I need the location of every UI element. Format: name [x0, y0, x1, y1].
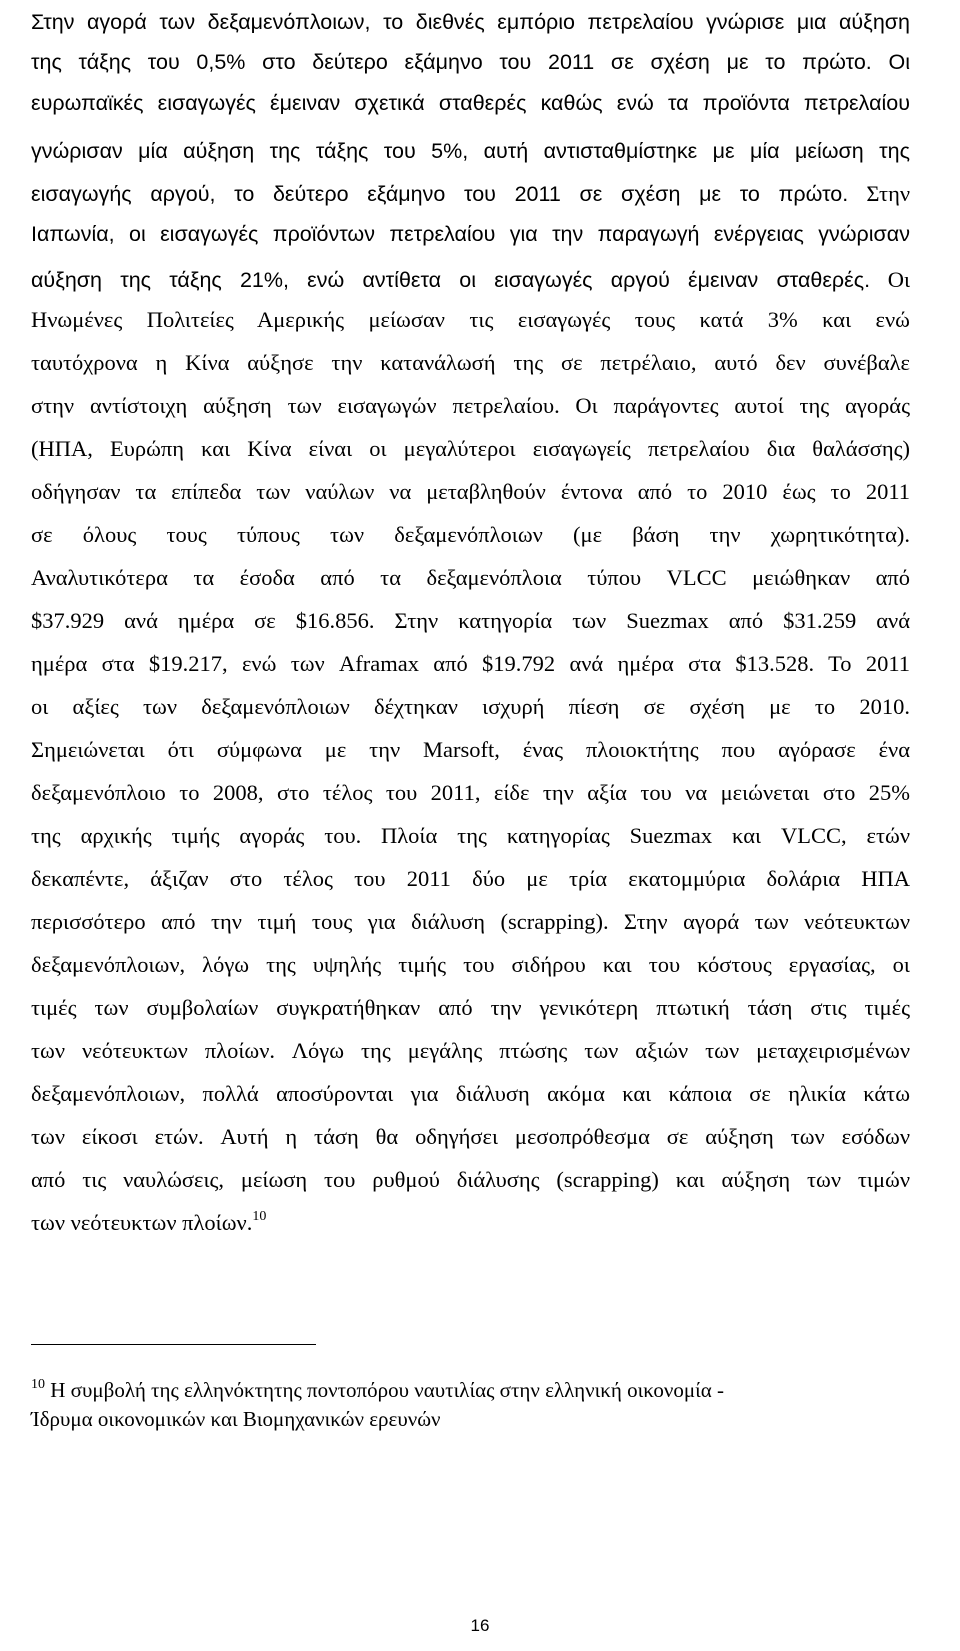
- paragraph-line: δεξαμενόπλοιων, πολλά αποσύρονται για διάλυση ακόμα και κάποια σε ηλικία κάτω: [31, 1081, 910, 1106]
- text-run: Πλοία της κατηγορίας Suezmax και VLCC, ετών: [381, 823, 911, 848]
- text-run: των νεότευκτων πλοίων.: [31, 1038, 276, 1063]
- text-run: Οι παράγοντες αυτοί της αγοράς: [575, 393, 910, 418]
- paragraph-line: [31, 1115, 910, 1159]
- text-run: περισσότερο από την τιμή τους για διάλυση (scrapping).: [31, 909, 609, 934]
- paragraph-line: Ηνωμένες Πολιτείες Αμερικής μείωσαν τις εισαγωγές τους κατά 3% και ενώ: [31, 307, 910, 332]
- paragraph-line: Ιαπωνία, οι εισαγωγές προϊόντων πετρελαίου για την παραγωγή ενέργειας γνώρισαν: [31, 222, 910, 246]
- paragraph-line: Σημειώνεται ότι σύμφωνα με την Marsoft, ένας πλοιοκτήτης που αγόρασε ένα: [31, 737, 910, 762]
- paragraph-line: [31, 172, 910, 216]
- paragraph-line: [31, 1029, 910, 1073]
- text-run: των νεότευκτων πλοίων.: [31, 1210, 253, 1235]
- paragraph-line: (ΗΠΑ, Ευρώπη και Κίνα είναι οι μεγαλύτεροι εισαγωγείς πετρελαίου δια θαλάσσης): [31, 436, 910, 461]
- paragraph-line: [31, 814, 910, 858]
- footnote-text: Η συμβολή της ελληνόκτητης ποντοπόρου ναυτιλίας στην ελληνική οικονομία -: [45, 1378, 725, 1402]
- paragraph-line: [31, 900, 910, 944]
- page-number: 16: [470, 1616, 490, 1635]
- paragraph-line: δεξαμενόπλοιο το 2008, στο τέλος του 2011, είδε την αξία του να μειώνεται στο 25%: [31, 780, 910, 805]
- paragraph-line: [31, 384, 910, 428]
- paragraph-line: της τάξης του 0,5% στο δεύτερο εξάμηνο του 2011 σε σχέση με το πρώτο. Οι: [31, 50, 910, 74]
- paragraph-line: οι αξίες των δεξαμενόπλοιων δέχτηκαν ισχυρή πίεση σε σχέση με το 2010.: [31, 694, 910, 719]
- footnote-text: Ίδρυμα οικονομικών και Βιομηχανικών ερευνών: [31, 1407, 441, 1431]
- footnote-separator: [31, 1344, 316, 1345]
- paragraph-line: ευρωπαϊκές εισαγωγές έμειναν σχετικά σταθερές καθώς ενώ τα προϊόντα πετρελαίου: [31, 91, 910, 115]
- paragraph-line: $37.929 ανά ημέρα σε $16.856. Στην κατηγορία των Suezmax από $31.259 ανά: [31, 608, 910, 633]
- paragraph-line: δεκαπέντε, άξιζαν στο τέλος του 2011 δύο με τρία εκατομμύρια δολάρια ΗΠΑ: [31, 866, 910, 891]
- text-run: της αρχικής τιμής αγοράς του.: [31, 823, 362, 848]
- paragraph-line: γνώρισαν μία αύξηση της τάξης του 5%, αυτή αντισταθμίστηκε με μία μείωση της: [31, 139, 910, 163]
- footnote-reference[interactable]: 10: [252, 1209, 267, 1224]
- text-run: αύξηση της τάξης 21%, ενώ αντίθετα οι εισαγωγές αργού έμειναν σταθερές.: [31, 268, 871, 292]
- footnote-line: [31, 1404, 910, 1434]
- paragraph-line: σε όλους τους τύπους των δεξαμενόπλοιων (με βάση την χωρητικότητα).: [31, 522, 910, 547]
- paragraph-line: Αναλυτικότερα τα έσοδα από τα δεξαμενόπλοια τύπου VLCC μειώθηκαν από: [31, 565, 910, 590]
- text-run: Αυτή η τάση θα οδηγήσει μεσοπρόθεσμα σε αύξηση των εσόδων: [220, 1124, 911, 1149]
- footnote-number: 10: [31, 1377, 45, 1392]
- paragraph-line: ταυτόχρονα η Κίνα αύξησε την κατανάλωσή της σε πετρέλαιο, αυτό δεν συνέβαλε: [31, 350, 910, 375]
- text-run: Λόγω της μεγάλης πτώσης των αξιών των μεταχειρισμένων: [291, 1038, 910, 1063]
- text-run: των είκοσι ετών.: [31, 1124, 204, 1149]
- paragraph-line: τιμές των συμβολαίων συγκρατήθηκαν από την γενικότερη πτωτική τάση στις τιμές: [31, 995, 910, 1020]
- paragraph-line: ημέρα στα $19.217, ενώ των Aframax από $19.792 ανά ημέρα στα $13.528. Το 2011: [31, 651, 910, 676]
- text-run: Στην: [866, 181, 911, 206]
- paragraph-line: Στην αγορά των δεξαμενόπλοιων, το διεθνές εμπόριο πετρελαίου γνώρισε μια αύξηση: [31, 10, 910, 34]
- paragraph-line: [31, 1201, 910, 1245]
- text-run: εισαγωγής αργού, το δεύτερο εξάμηνο του 2011 σε σχέση με το πρώτο.: [31, 182, 849, 206]
- text-run: Στην αγορά των νεότευκτων: [623, 909, 911, 934]
- text-run: Οι: [887, 267, 911, 292]
- text-run: στην αντίστοιχη αύξηση των εισαγωγών πετρελαίου.: [31, 393, 560, 418]
- paragraph-line: οδήγησαν τα επίπεδα των ναύλων να μεταβληθούν έντονα από το 2010 έως το 2011: [31, 479, 910, 504]
- paragraph-line: από τις ναυλώσεις, μείωση του ρυθμού διάλυσης (scrapping) και αύξηση των τιμών: [31, 1167, 910, 1192]
- paragraph-line: [31, 258, 910, 302]
- paragraph-line: δεξαμενόπλοιων, λόγω της υψηλής τιμής του σιδήρου και του κόστους εργασίας, οι: [31, 952, 910, 977]
